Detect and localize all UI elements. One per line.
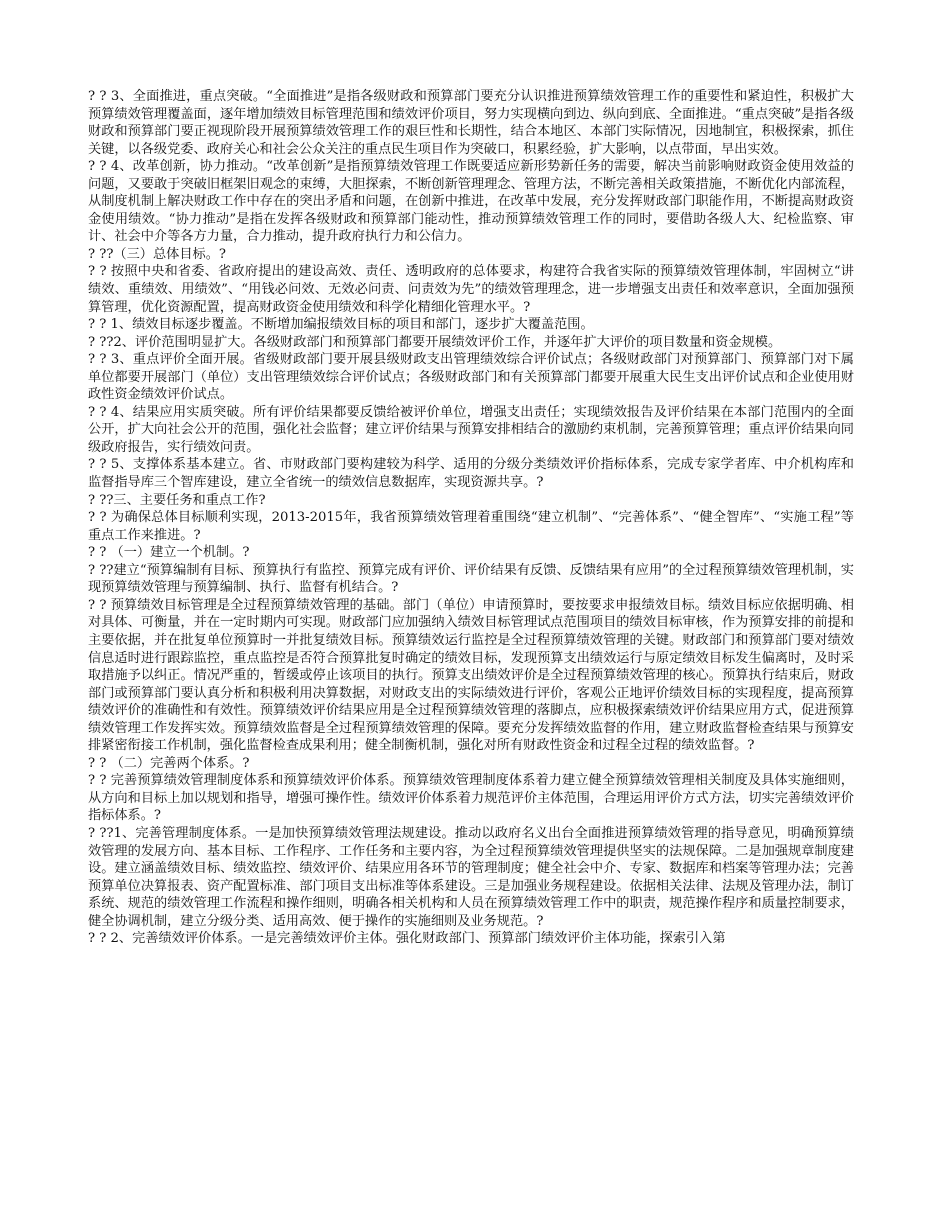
paragraph-system-2: ? ? 2、完善绩效评价体系。一是完善绩效评价主体。强化财政部门、预算部门绩效评价主体功能，探索引入第 <box>88 931 726 947</box>
paragraph-systems-intro: ? ? 完善预算绩效管理制度体系和预算绩效评价体系。预算绩效管理制度体系着力建立健全预算绩效管理相关制度及具体实施细则，从方向和目标上加以规划和指导，增强可操作性。绩效评价体系着力规范评价主体范围，合理运用评价方式方法，切实完善绩效评价指标体系。? <box>88 773 854 824</box>
paragraph-overall-goal: ? ? 按照中央和省委、省政府提出的建设高效、责任、透明政府的总体要求，构建符合我省实际的预算绩效管理体制，牢固树立“讲绩效、重绩效、用绩效”、“用钱必问效、无效必问责、问责效为先”的绩效管理理念，进一步增强支出责任和效率意识，全面加强预算管理，优化资源配置，提高财政资金使用绩效和科学化精细化管理水平。? <box>88 264 854 315</box>
paragraph-goal-2: ? ??2、评价范围明显扩大。各级财政部门和预算部门都要开展绩效评价工作，并逐年扩大评价的项目数量和资金规模。 <box>88 334 782 350</box>
paragraph-principle-4: ? ? 4、改革创新，协力推动。“改革创新”是指预算绩效管理工作既要适应新形势新任务的需要，解决当前影响财政资金使用效益的问题，又要敢于突破旧框架旧观念的束缚，大胆探索，不断创新管理理念、管理方法，不断完善相关政策措施，不断优化内部流程，从制度机制上解决财政工作中存在的突出矛盾和问题，在创新中推进，在改革中发展，充分发挥财政部门职能作用，不断提高财政资金使用绩效。“协力推动”是指在发挥各级财政和预算部门能动性，推动预算绩效管理工作的同时，要借助各级人大、纪检监察、审计、社会中介等各方力量，合力推动，提升政府执行力和公信力。 <box>88 159 854 245</box>
heading-one-mechanism: ? ? （一）建立一个机制。? <box>88 545 250 561</box>
paragraph-goal-4: ? ? 4、结果应用实质突破。所有评价结果都要反馈给被评价单位，增强支出责任；实现绩效报告及评价结果在本部门范围内的全面公开，扩大向社会公开的范围，强化社会监督；建立评价结果与预算安排相结合的激励约束机制，完善预算管理；重点评价结果向同级政府报告，实行绩效问责。 <box>88 404 854 455</box>
heading-overall-goal: ? ??（三）总体目标。? <box>88 246 226 262</box>
paragraph-goal-3: ? ? 3、重点评价全面开展。省级财政部门要开展县级财政支出管理绩效综合评价试点；各级财政部门对预算部门、预算部门对下属单位都要开展部门（单位）支出管理绩效综合评价试点；各级财政部门和有关预算部门都要开展重大民生支出评价试点和企业使用财政性资金绩效评价试点。 <box>88 352 854 403</box>
document-body <box>88 88 854 948</box>
paragraph-mechanism-intro: ? ??建立“预算编制有目标、预算执行有监控、预算完成有评价、评价结果有反馈、反馈结果有应用”的全过程预算绩效管理机制，实现预算绩效管理与预算编制、执行、监督有机结合。? <box>88 562 854 596</box>
heading-two-systems: ? ? （二）完善两个体系。? <box>88 755 250 771</box>
paragraph-system-1: ? ??1、完善管理制度体系。一是加快预算绩效管理法规建设。推动以政府名义出台全面推进预算绩效管理的指导意见，明确预算绩效管理的发展方向、基本目标、工作程序、工作任务和主要内容，为全过程预算绩效管理提供坚实的法规保障。二是加强规章制度建设。建立涵盖绩效目标、绩效监控、绩效评价、结果应用各环节的管理制度；健全社会中介、专家、数据库和档案等管理办法；完善预算单位决算报表、资产配置标准、部门项目支出标准等体系建设。三是加强业务规程建设。依据相关法律、法规及管理办法，制订系统、规范的绩效管理工作流程和操作细则，明确各相关机构和人员在预算绩效管理工作中的职责，规范操作程序和质量控制要求，健全协调机制，建立分级分类、适用高效、便于操作的实施细则及业务规范。? <box>88 825 854 929</box>
paragraph-goal-1: ? ? 1、绩效目标逐步覆盖。不断增加编报绩效目标的项目和部门，逐步扩大覆盖范围。 <box>88 317 594 333</box>
paragraph-mechanism-detail: ? ? 预算绩效目标管理是全过程预算绩效管理的基础。部门（单位）申请预算时，要按要求申报绩效目标。绩效目标应依据明确、相对具体、可衡量，并在一定时期内可实现。财政部门应加强纳入绩效目标管理试点范围项目的绩效目标审核，作为预算安排的前提和主要依据，并在批复单位预算时一并批复绩效目标。预算绩效运行监控是全过程预算绩效管理的关键。财政部门和预算部门要对绩效信息适时进行跟踪监控，重点监控是否符合预算批复时确定的绩效目标，发现预算支出绩效运行与原定绩效目标发生偏离时，及时采取措施予以纠正。情况严重的，暂缓或停止该项目的执行。预算支出绩效评价是全过程预算绩效管理的核心。预算执行结束后，财政部门或预算部门要认真分析和积极利用决算数据，对财政支出的实际绩效进行评价，客观公正地评价绩效目标的实现程度，提高预算绩效评价的准确性和有效性。预算绩效评价结果应用是全过程预算绩效管理的落脚点，应积极探索绩效评价结果应用方式，促进预算绩效管理工作发挥实效。预算绩效监督是全过程预算绩效管理的保障。要充分发挥绩效监督的作用，建立财政监督检查结果与预算安排紧密衔接工作机制，强化监督检查成果利用；健全制衡机制，强化对所有财政性资金和过程全过程的绩效监督。? <box>88 597 854 754</box>
paragraph-principle-3: ? ? 3、全面推进，重点突破。“全面推进”是指各级财政和预算部门要充分认识推进预算绩效管理工作的重要性和紧迫性，积极扩大预算绩效管理覆盖面，逐年增加绩效目标管理范围和绩效评价项目，努力实现横向到边、纵向到底、全面推进。“重点突破”是指各级财政和预算部门要正视现阶段开展预算绩效管理工作的艰巨性和长期性，结合本地区、本部门实际情况，因地制宜，积极探索，抓住关键，以各级党委、政府关心和社会公众关注的重点民生项目作为突破口，积累经验，扩大影响，以点带面，早出实效。 <box>88 89 854 157</box>
paragraph-main-tasks-intro: ? ? 为确保总体目标顺利实现，2013-2015年，我省预算绩效管理着重围绕“建立机制”、“完善体系”、“健全智库”、“实施工程”等重点工作来推进。? <box>88 510 854 543</box>
paragraph-goal-5: ? ? 5、支撑体系基本建立。省、市财政部门要构建较为科学、适用的分级分类绩效评价指标体系，完成专家学者库、中介机构库和监督指导库三个智库建设，建立全省统一的绩效信息数据库，实现资源共享。? <box>88 457 854 491</box>
heading-main-tasks: ? ??三、主要任务和重点工作? <box>88 492 266 508</box>
